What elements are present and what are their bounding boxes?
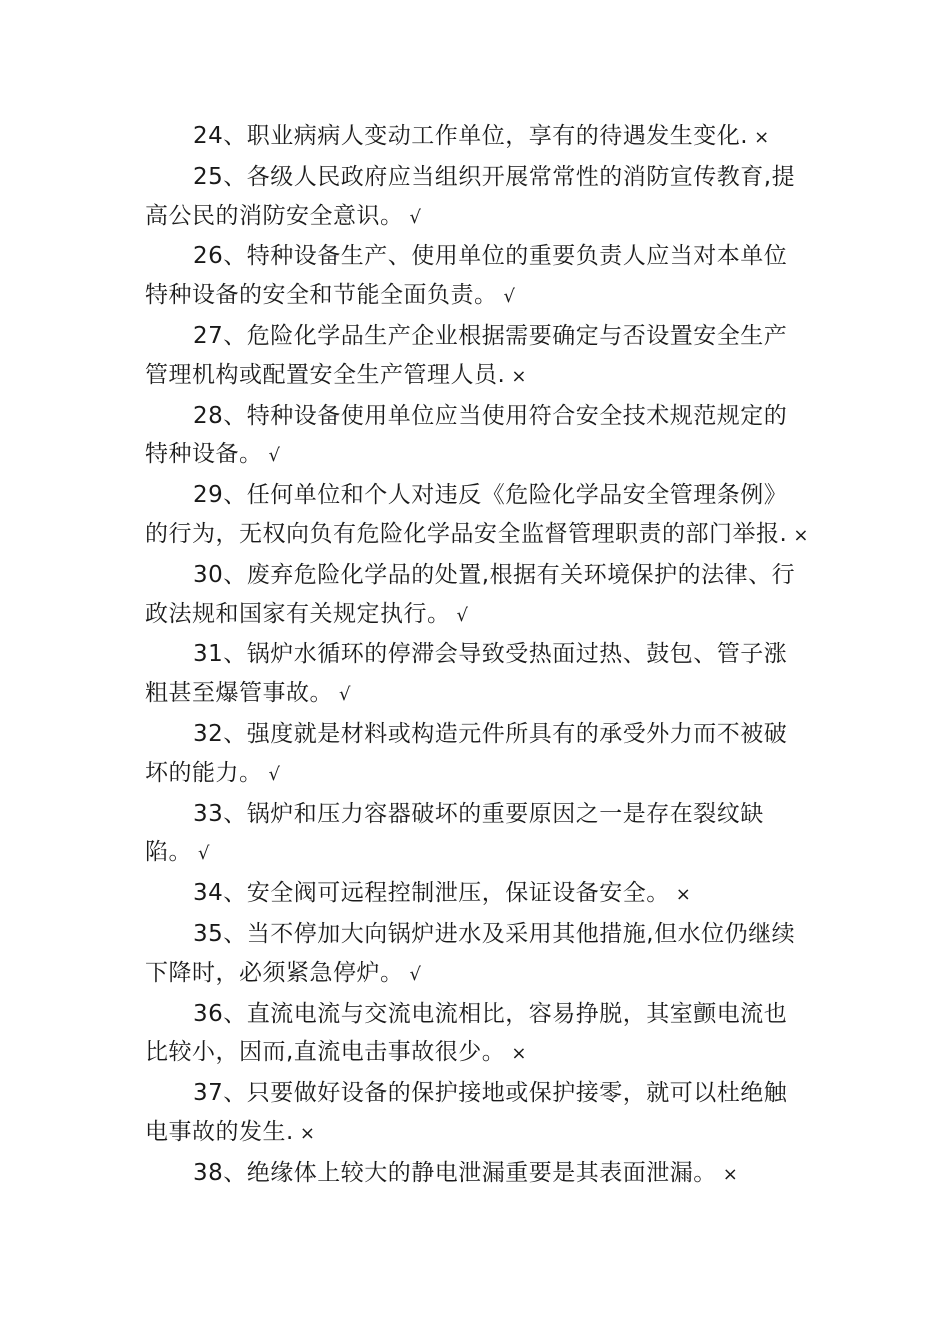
question-list bbox=[145, 117, 810, 1195]
question-item-29 bbox=[145, 476, 810, 556]
question-text: 、锅炉水循环的停滞会导致受热面过热、鼓包、管子涨粗甚至爆管事故。 bbox=[145, 641, 788, 707]
question-text: 、只要做好设备的保护接地或保护接零，就可以杜绝触电事故的发生. bbox=[145, 1080, 788, 1145]
question-item-27 bbox=[145, 317, 810, 397]
question-text: 、直流电流与交流电流相比，容易挣脱，其室颤电流也比较小，因而,直流电击事故很少。 bbox=[145, 1000, 788, 1066]
question-number: 27 bbox=[193, 322, 224, 349]
question-number: 37 bbox=[193, 1080, 224, 1107]
answer-mark: × bbox=[511, 1043, 527, 1065]
question-number: 31 bbox=[193, 641, 224, 668]
question-number: 35 bbox=[193, 920, 224, 947]
question-item-35 bbox=[145, 915, 810, 995]
answer-mark: × bbox=[299, 1122, 316, 1144]
question-item-25 bbox=[145, 158, 810, 238]
question-number: 32 bbox=[193, 720, 224, 747]
answer-mark: √ bbox=[456, 604, 469, 626]
answer-mark: × bbox=[754, 127, 770, 148]
question-number: 26 bbox=[193, 243, 224, 270]
question-text: 、任何单位和个人对违反《危险化学品安全管理条例》的行为，无权向负有危险化学品安全监督管理职责的部门举报. bbox=[145, 482, 788, 547]
answer-mark: √ bbox=[268, 445, 281, 467]
question-text: 、职业病病人变动工作单位，享有的待遇发生变化. bbox=[223, 123, 749, 149]
question-text: 、当不停加大向锅炉进水及采用其他措施,但水位仍继续下降时，必须紧急停炉。 bbox=[145, 920, 796, 986]
question-item-30 bbox=[145, 556, 810, 636]
question-text: 、危险化学品生产企业根据需要确定与否设置安全生产管理机构或配置安全生产管理人员. bbox=[145, 322, 788, 388]
answer-mark: √ bbox=[409, 206, 422, 228]
question-text: 、安全阀可远程控制泄压，保证设备安全。 bbox=[223, 880, 670, 907]
question-item-24 bbox=[145, 117, 810, 158]
answer-mark: × bbox=[675, 884, 692, 906]
question-item-26 bbox=[145, 237, 810, 317]
answer-mark: √ bbox=[503, 286, 516, 308]
question-item-37 bbox=[145, 1074, 810, 1154]
question-number: 36 bbox=[193, 1000, 224, 1027]
question-number: 25 bbox=[193, 163, 224, 190]
question-text: 、特种设备使用单位应当使用符合安全技术规范规定的特种设备。 bbox=[145, 402, 788, 468]
question-item-32 bbox=[145, 715, 810, 795]
question-number: 28 bbox=[193, 402, 224, 429]
question-number: 30 bbox=[193, 561, 224, 588]
question-text: 、锅炉和压力容器破坏的重要原因之一是存在裂纹缺陷。 bbox=[145, 800, 764, 866]
question-number: 33 bbox=[193, 800, 224, 827]
answer-mark: × bbox=[511, 365, 527, 387]
question-text: 、强度就是材料或构造元件所具有的承受外力而不被破坏的能力。 bbox=[145, 720, 788, 786]
question-number: 29 bbox=[193, 482, 224, 509]
answer-mark: √ bbox=[268, 763, 281, 785]
answer-mark: √ bbox=[198, 843, 210, 865]
question-item-31 bbox=[145, 635, 810, 715]
question-number: 24 bbox=[193, 123, 224, 149]
answer-mark: × bbox=[722, 1163, 739, 1185]
question-item-28 bbox=[145, 397, 810, 477]
question-text: 、废弃危险化学品的处置,根据有关环境保护的法律、行政法规和国家有关规定执行。 bbox=[145, 561, 796, 627]
question-item-36 bbox=[145, 995, 810, 1075]
answer-mark: × bbox=[793, 524, 809, 546]
answer-mark: √ bbox=[339, 684, 351, 706]
question-number: 38 bbox=[193, 1159, 224, 1186]
question-item-34 bbox=[145, 874, 810, 915]
answer-mark: √ bbox=[409, 963, 422, 985]
question-number: 34 bbox=[193, 880, 224, 907]
question-item-33 bbox=[145, 795, 810, 875]
question-text: 、各级人民政府应当组织开展常常性的消防宣传教育,提高公民的消防安全意识。 bbox=[145, 163, 796, 229]
question-text: 、特种设备生产、使用单位的重要负责人应当对本单位特种设备的安全和节能全面负责。 bbox=[145, 243, 788, 309]
question-text: 、绝缘体上较大的静电泄漏重要是其表面泄漏。 bbox=[223, 1159, 717, 1186]
question-item-38 bbox=[145, 1154, 810, 1195]
